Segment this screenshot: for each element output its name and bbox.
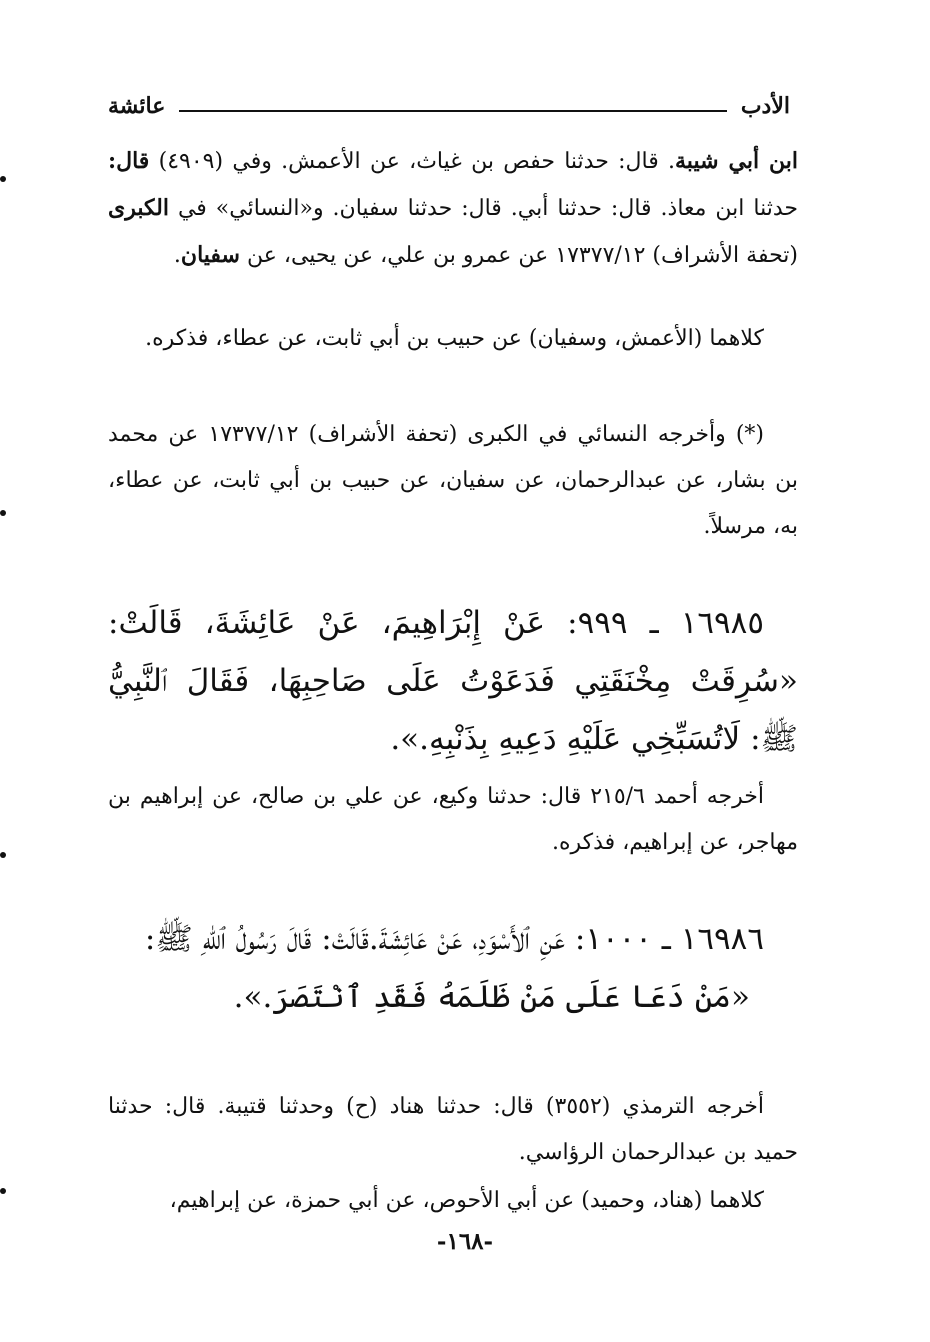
header-rule	[179, 110, 726, 112]
scan-edge-mark	[0, 1188, 6, 1194]
page-number: -١٦٨-	[436, 1228, 494, 1255]
hadith-1000	[108, 910, 798, 1026]
hadith-999	[108, 594, 798, 768]
hadith-text: لَاتُسَبِّخِي عَلَيْهِ دَعِيهِ بِذَنْبِهِ.».	[390, 721, 741, 757]
paragraph-chain-2: كلاهما (هناد، وحميد) عن أبي الأحوص، عن أبي حمزة، عن إبراهيم،	[169, 1188, 764, 1213]
bold-term: سفيان	[180, 242, 240, 268]
hadith-number: ١٦٩٨٦ ـ ١٠٠٠:	[574, 921, 764, 957]
paragraph-text: حدثنا ابن معاذ. قال: حدثنا أبي. قال: حدثنا سفيان. و«النسائي» في	[177, 196, 798, 221]
hadith-text: «سُرِقَتْ مِخْنَقَتِي فَدَعَوْتُ عَلَى صَاحِبِهَا، فَقَالَ ٱلنَّبِيُّ ﷺ:	[108, 663, 798, 757]
paragraph-text: (تحفة الأشراف) ١٧٣٧٧/١٢ عن عمرو بن علي، عن يحيى، عن	[246, 243, 798, 268]
bold-term: ابن أبي شيبة	[675, 148, 798, 174]
paragraph-chain: كلاهما (الأعمش، وسفيان) عن حبيب بن أبي ثابت، عن عطاء، فذكره.	[145, 326, 764, 351]
section-title-left: عائشة	[108, 93, 166, 119]
paragraph-text: . قال: حدثنا حفص بن غياث، عن الأعمش. وفي (٤٩٠٩)	[158, 149, 676, 174]
paragraph-takhrij-ahmad: أخرجه أحمد ٢١٥/٦ قال: حدثنا وكيع، عن علي بن صالح، عن إبراهيم بن مهاجر، عن إبراهيم، فذكره.	[108, 784, 798, 855]
bold-term: قال:	[108, 148, 150, 174]
hadith-number: ١٦٩٨٥ ـ ٩٩٩:	[567, 605, 764, 641]
bold-term: الكبرى	[108, 195, 169, 221]
paragraph-text: .	[173, 243, 181, 268]
section-title-right: الأدب	[740, 93, 790, 119]
scan-edge-mark	[0, 852, 6, 858]
scan-edge-mark	[0, 510, 6, 516]
paragraph-sources	[108, 138, 798, 279]
scan-edge-mark	[0, 176, 6, 182]
paragraph-footnote: (*) وأخرجه النسائي في الكبرى (تحفة الأشراف) ١٧٣٧٧/١٢ عن محمد بن بشار، عن عبدالرحمان، عن سفيان، عن حبيب بن أبي ثابت، عن عطاء، به، مرسلاً.	[108, 422, 798, 539]
hadith-text: عَنْ إِبْرَاهِيمَ، عَنْ عَائِشَةَ، قَالَتْ:	[108, 605, 546, 641]
running-head	[108, 86, 790, 126]
paragraph-takhrij-tirmidhi: أخرجه الترمذي (٣٥٥٢) قال: حدثنا هناد (ح) وحدثنا قتيبة. قال: حدثنا حميد بن عبدالرحمان الرؤاسي.	[108, 1094, 798, 1165]
hadith-text: «مَنْ دَعَا عَلَى مَنْ ظَلَمَهُ فَقَدِ ٱنْتَصَرَ.».	[233, 979, 750, 1015]
hadith-text: عَنِ ٱلأَسْوَدِ، عَنْ عَائِشَةَ.قَالَتْ: قَالَ رَسُولُ ٱللهِ ﷺ:	[144, 921, 566, 957]
